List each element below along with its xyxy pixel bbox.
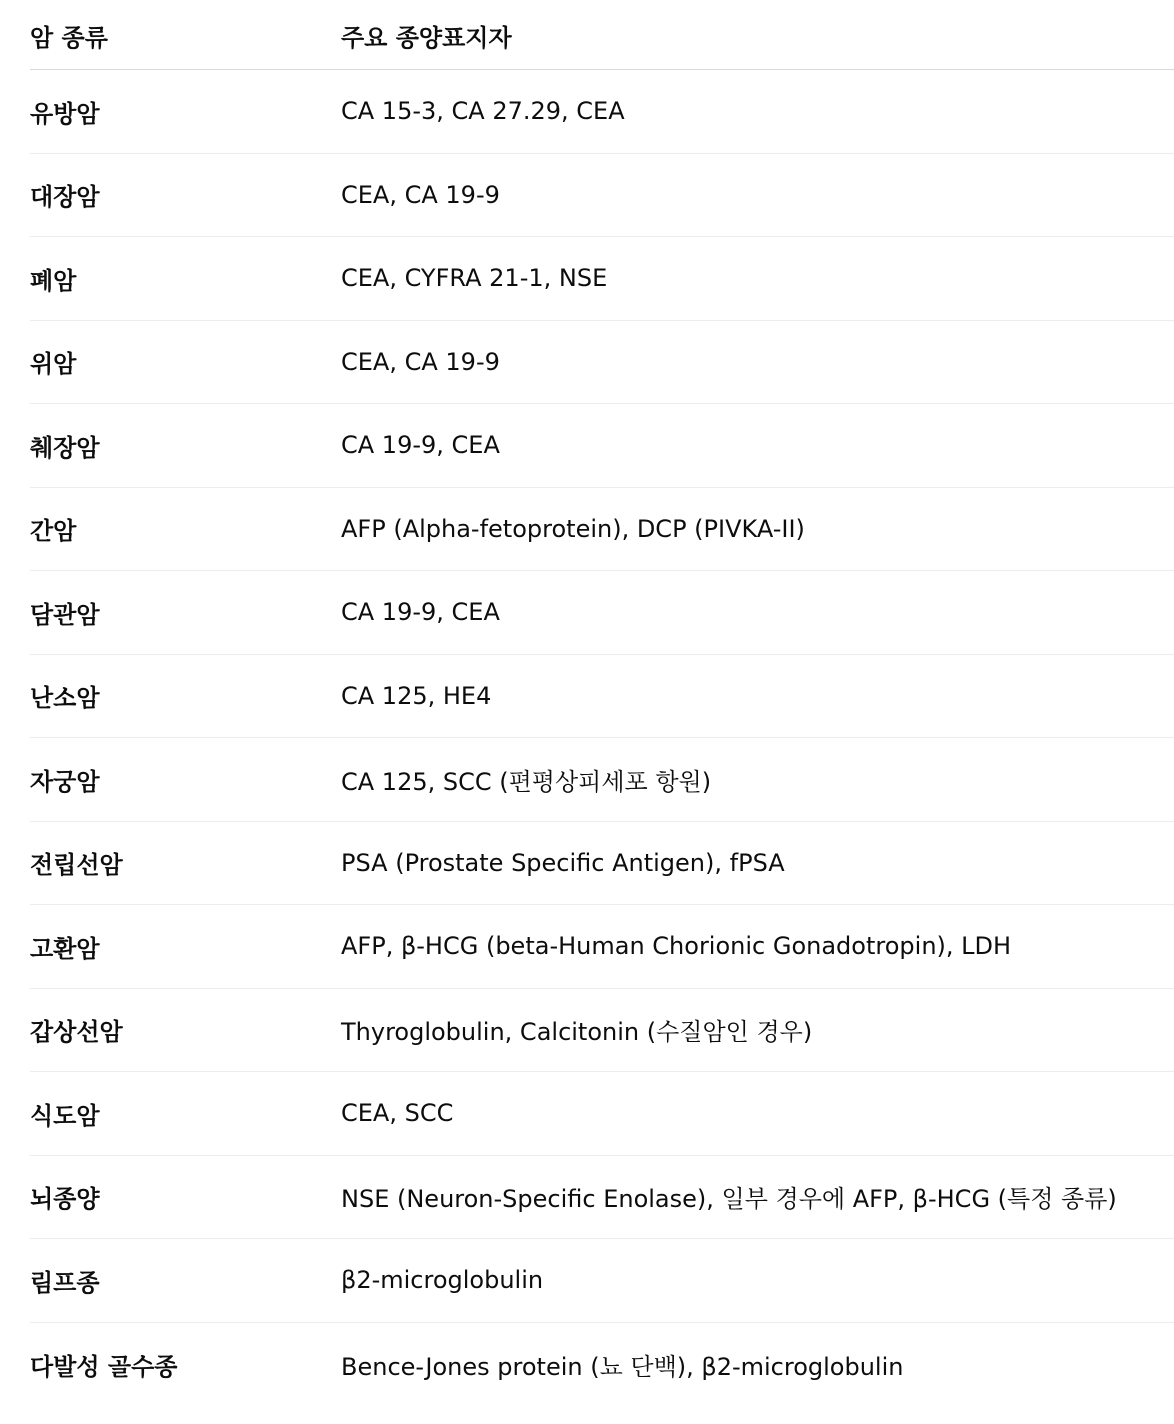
- header-tumor-markers: 주요 종양표지자: [341, 24, 512, 52]
- tumor-markers-cell: PSA (Prostate Specific Antigen), fPSA: [341, 848, 785, 877]
- table-row: [30, 70, 1174, 154]
- table-row: [30, 1072, 1174, 1156]
- table-row: [30, 237, 1174, 321]
- tumor-markers-cell: CEA, CA 19-9: [341, 180, 500, 209]
- tumor-markers-cell: CA 19-9, CEA: [341, 431, 500, 460]
- cancer-type-cell: 폐암: [30, 266, 77, 295]
- cancer-type-cell: 다발성 골수종: [30, 1352, 178, 1381]
- table-row: [30, 1239, 1174, 1323]
- tumor-markers-cell: CA 19-9, CEA: [341, 598, 500, 627]
- tumor-markers-cell: NSE (Neuron-Specific Enolase), 일부 경우에 AFP, β-HCG (특정 종류): [341, 1185, 1117, 1214]
- table-row: [30, 488, 1174, 572]
- cancer-type-cell: 대장암: [30, 183, 100, 212]
- cancer-type-cell: 담관암: [30, 600, 100, 629]
- cancer-type-cell: 위암: [30, 350, 77, 379]
- table-header-row: [30, 0, 1174, 70]
- table-row: [30, 571, 1174, 655]
- cancer-type-cell: 림프종: [30, 1268, 100, 1297]
- tumor-markers-cell: Bence-Jones protein (뇨 단백), β2-microglobulin: [341, 1352, 904, 1381]
- table-row: [30, 822, 1174, 906]
- table-row: [30, 738, 1174, 822]
- cancer-type-cell: 식도암: [30, 1101, 100, 1130]
- tumor-marker-table: [30, 0, 1174, 1406]
- table-row: [30, 154, 1174, 238]
- tumor-markers-cell: CA 15-3, CA 27.29, CEA: [341, 97, 625, 126]
- tumor-markers-cell: CEA, CYFRA 21-1, NSE: [341, 264, 608, 293]
- cancer-type-cell: 전립선암: [30, 851, 123, 880]
- tumor-markers-cell: AFP, β-HCG (beta-Human Chorionic Gonadotropin), LDH: [341, 932, 1012, 961]
- cancer-type-cell: 뇌종양: [30, 1185, 100, 1214]
- tumor-markers-cell: CEA, SCC: [341, 1099, 454, 1128]
- table-row: [30, 1156, 1174, 1240]
- table-row: [30, 655, 1174, 739]
- table-row: [30, 321, 1174, 405]
- table-row: [30, 989, 1174, 1073]
- table-row: [30, 404, 1174, 488]
- tumor-markers-cell: β2-microglobulin: [341, 1266, 544, 1295]
- tumor-markers-cell: Thyroglobulin, Calcitonin (수질암인 경우): [341, 1018, 813, 1047]
- cancer-type-cell: 유방암: [30, 99, 100, 128]
- cancer-type-cell: 간암: [30, 517, 77, 546]
- cancer-type-cell: 자궁암: [30, 767, 100, 796]
- cancer-type-cell: 췌장암: [30, 433, 100, 462]
- tumor-markers-cell: CEA, CA 19-9: [341, 347, 500, 376]
- cancer-type-cell: 갑상선암: [30, 1018, 123, 1047]
- cancer-type-cell: 난소암: [30, 684, 100, 713]
- header-cancer-type: 암 종류: [30, 24, 108, 52]
- table-row: [30, 1323, 1174, 1407]
- tumor-markers-cell: CA 125, HE4: [341, 681, 492, 710]
- cancer-type-cell: 고환암: [30, 934, 100, 963]
- tumor-markers-cell: CA 125, SCC (편평상피세포 항원): [341, 767, 712, 796]
- tumor-markers-cell: AFP (Alpha-fetoprotein), DCP (PIVKA-II): [341, 514, 805, 543]
- table-row: [30, 905, 1174, 989]
